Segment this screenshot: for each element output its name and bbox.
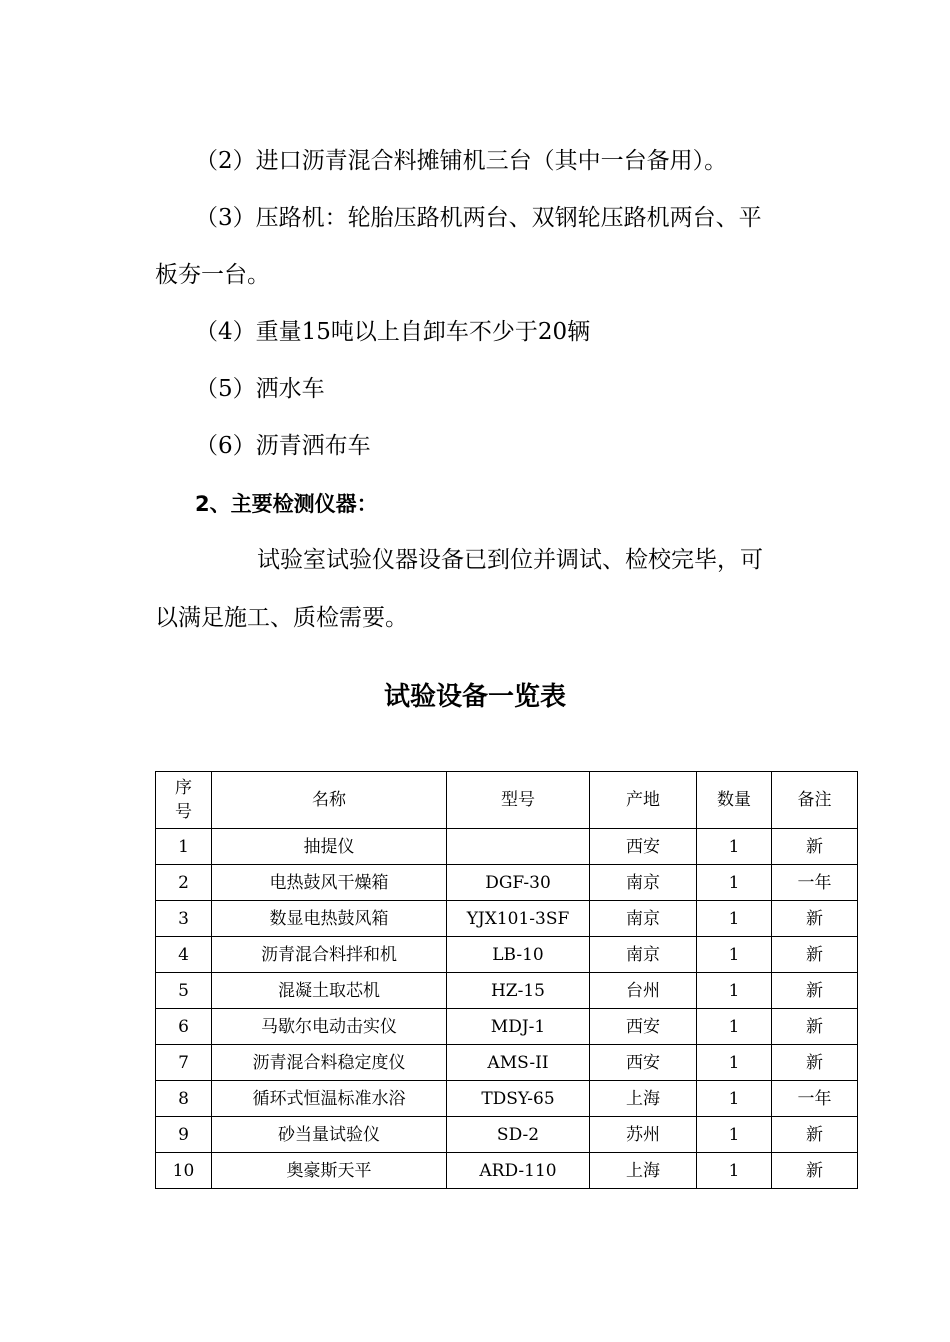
cell-model: LB-10	[447, 937, 590, 973]
cell-index: 8	[156, 1081, 212, 1117]
cell-model: ARD-110	[447, 1153, 590, 1189]
cell-remarks: 新	[772, 937, 858, 973]
cell-index: 9	[156, 1117, 212, 1153]
cell-quantity: 1	[697, 1081, 772, 1117]
paragraph-water-truck: （5）洒水车	[195, 376, 325, 402]
header-index: 序号	[156, 772, 212, 829]
header-remarks: 备注	[772, 772, 858, 829]
cell-model: TDSY-65	[447, 1081, 590, 1117]
header-origin: 产地	[590, 772, 697, 829]
cell-remarks: 新	[772, 901, 858, 937]
section-heading: 2、主要检测仪器：	[195, 492, 378, 516]
cell-quantity: 1	[697, 1009, 772, 1045]
cell-name: 混凝土取芯机	[212, 973, 447, 1009]
paragraph-roller-line1: （3）压路机：轮胎压路机两台、双钢轮压路机两台、平	[195, 205, 762, 231]
cell-index: 4	[156, 937, 212, 973]
table-row	[156, 1009, 858, 1045]
cell-index: 6	[156, 1009, 212, 1045]
cell-index: 3	[156, 901, 212, 937]
section-body-line2: 以满足施工、质检需要。	[155, 605, 408, 631]
cell-origin: 西安	[590, 1045, 697, 1081]
cell-name: 抽提仪	[212, 829, 447, 865]
table-row	[156, 973, 858, 1009]
cell-name: 电热鼓风干燥箱	[212, 865, 447, 901]
cell-remarks: 新	[772, 1009, 858, 1045]
cell-origin: 西安	[590, 829, 697, 865]
cell-origin: 南京	[590, 937, 697, 973]
cell-remarks: 新	[772, 1117, 858, 1153]
table-row	[156, 829, 858, 865]
cell-name: 沥青混合料拌和机	[212, 937, 447, 973]
cell-name: 数显电热鼓风箱	[212, 901, 447, 937]
table-row	[156, 1045, 858, 1081]
cell-index: 10	[156, 1153, 212, 1189]
cell-name: 奥豪斯天平	[212, 1153, 447, 1189]
cell-model	[447, 829, 590, 865]
cell-model: HZ-15	[447, 973, 590, 1009]
table-row	[156, 1081, 858, 1117]
cell-name: 循环式恒温标准水浴	[212, 1081, 447, 1117]
cell-remarks: 新	[772, 829, 858, 865]
cell-quantity: 1	[697, 829, 772, 865]
header-quantity: 数量	[697, 772, 772, 829]
cell-remarks: 新	[772, 1153, 858, 1189]
table-title: 试验设备一览表	[383, 682, 566, 712]
table-row	[156, 1153, 858, 1189]
cell-origin: 南京	[590, 901, 697, 937]
table-row	[156, 865, 858, 901]
cell-name: 马歇尔电动击实仪	[212, 1009, 447, 1045]
cell-model: DGF-30	[447, 865, 590, 901]
paragraph-paver: （2）进口沥青混合料摊铺机三台（其中一台备用）。	[195, 148, 728, 174]
cell-origin: 南京	[590, 865, 697, 901]
header-name: 名称	[212, 772, 447, 829]
cell-quantity: 1	[697, 973, 772, 1009]
cell-index: 1	[156, 829, 212, 865]
cell-remarks: 新	[772, 1045, 858, 1081]
cell-origin: 上海	[590, 1153, 697, 1189]
cell-quantity: 1	[697, 1117, 772, 1153]
table-row	[156, 937, 858, 973]
table-row	[156, 1117, 858, 1153]
cell-origin: 上海	[590, 1081, 697, 1117]
cell-remarks: 一年	[772, 1081, 858, 1117]
cell-index: 2	[156, 865, 212, 901]
cell-model: YJX101-3SF	[447, 901, 590, 937]
paragraph-asphalt-sprayer: （6）沥青洒布车	[195, 433, 371, 459]
cell-index: 7	[156, 1045, 212, 1081]
cell-quantity: 1	[697, 901, 772, 937]
equipment-table	[155, 771, 858, 1189]
table-row	[156, 901, 858, 937]
cell-remarks: 一年	[772, 865, 858, 901]
cell-quantity: 1	[697, 1153, 772, 1189]
cell-model: MDJ-1	[447, 1009, 590, 1045]
cell-quantity: 1	[697, 937, 772, 973]
cell-origin: 苏州	[590, 1117, 697, 1153]
cell-model: AMS-II	[447, 1045, 590, 1081]
paragraph-dump-truck: （4）重量15吨以上自卸车不少于20辆	[195, 319, 591, 345]
cell-index: 5	[156, 973, 212, 1009]
cell-quantity: 1	[697, 1045, 772, 1081]
cell-origin: 台州	[590, 973, 697, 1009]
cell-name: 沥青混合料稳定度仪	[212, 1045, 447, 1081]
cell-quantity: 1	[697, 865, 772, 901]
paragraph-roller-line2: 板夯一台。	[155, 262, 270, 288]
table-header-row	[156, 772, 858, 829]
cell-name: 砂当量试验仪	[212, 1117, 447, 1153]
header-model: 型号	[447, 772, 590, 829]
cell-model: SD-2	[447, 1117, 590, 1153]
cell-origin: 西安	[590, 1009, 697, 1045]
section-body-line1: 试验室试验仪器设备已到位并调试、检校完毕，可	[257, 547, 763, 573]
cell-remarks: 新	[772, 973, 858, 1009]
